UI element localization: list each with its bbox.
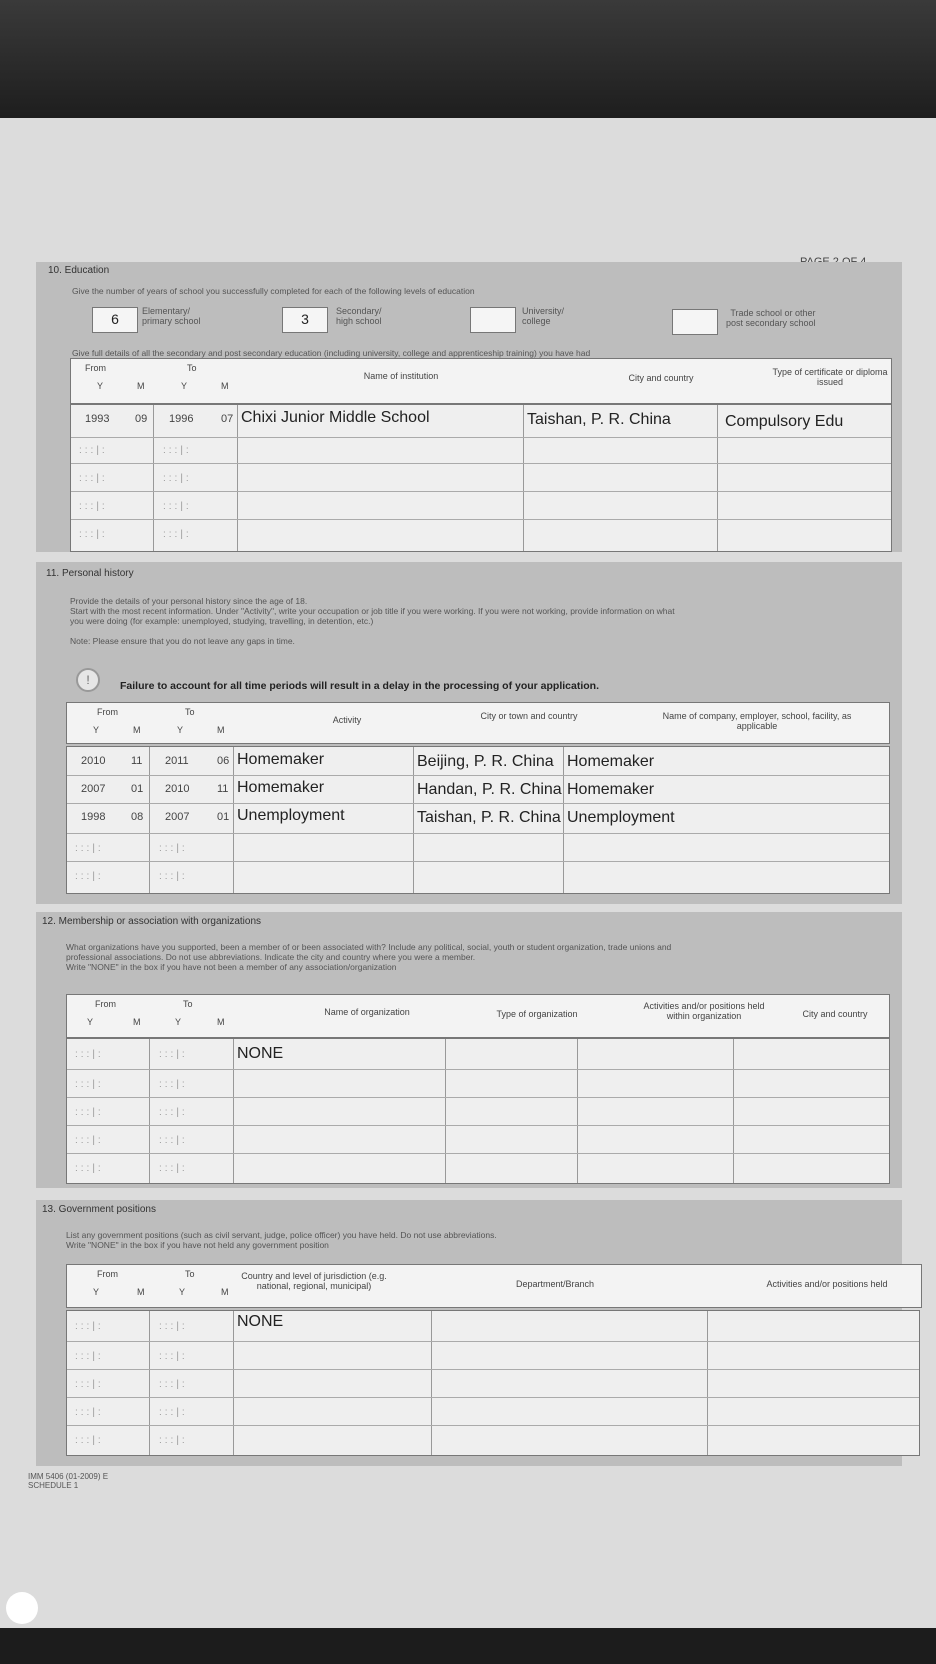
- note: Note: Please ensure that you do not leave any gaps in time.: [70, 636, 295, 646]
- personal-history-section: [36, 562, 902, 904]
- bottom-dark-band: [0, 1628, 936, 1664]
- section-title: 13. Government positions: [42, 1204, 156, 1215]
- years-box-elementary[interactable]: 6: [92, 307, 138, 333]
- section-title: 11. Personal history: [46, 568, 134, 579]
- instruction: you were doing (for example: unemployed, studying, travelling, in detention, etc.): [70, 616, 374, 626]
- warning-icon: !: [76, 668, 100, 692]
- instruction: Start with the most recent information. Under "Activity", write your occupation or job title if you were working. If you were not working, provide information on what: [70, 606, 675, 616]
- government-table: NONE :::|: :::|: :::|: :::|: :::|: :::|: :::|: :::|: :::|: :::|:: [66, 1310, 920, 1456]
- instruction: Provide the details of your personal history since the age of 18.: [70, 596, 308, 606]
- instruction: Give the number of years of school you successfully completed for each of the following levels of education: [72, 286, 475, 296]
- years-box-university[interactable]: [470, 307, 516, 333]
- box-label: Elementary/ primary school: [142, 306, 201, 326]
- history-table-header: From To Y M Y M Activity City or town and country Name of company, employer, school, facility, as applicable: [66, 702, 890, 744]
- years-box-secondary[interactable]: 3: [282, 307, 328, 333]
- education-table-header: From To Y M Y M Name of institution City and country Type of certificate or diploma issued: [70, 358, 892, 404]
- instruction: What organizations have you supported, been a member of or been associated with? Include any political, social, youth or student organization, trade unions and: [66, 942, 672, 952]
- government-table-header: From To Y M Y M Country and level of jurisdiction (e.g. national, regional, municipal) Department/Branch Activities and/or positions held: [66, 1264, 922, 1308]
- box-label: University/ college: [522, 306, 565, 326]
- warning-text: Failure to account for all time periods will result in a delay in the processing of your application.: [120, 680, 600, 692]
- white-circle-marker: [6, 1592, 38, 1624]
- years-box-trade[interactable]: [672, 309, 718, 335]
- membership-value: NONE: [237, 1045, 284, 1062]
- instruction: Write "NONE" in the box if you have not held any government position: [66, 1240, 329, 1250]
- membership-table-header: From To Y M Y M Name of organization Type of organization Activities and/or positions held within organization City and country: [66, 994, 890, 1038]
- government-value: NONE: [237, 1313, 284, 1330]
- box-label: Trade school or other post secondary school: [726, 308, 816, 328]
- section-title: 10. Education: [48, 265, 110, 276]
- top-dark-band: [0, 0, 936, 118]
- form-code: IMM 5406 (01-2009) E SCHEDULE 1: [28, 1472, 109, 1490]
- education-section: [36, 262, 902, 552]
- government-section: [36, 1200, 902, 1466]
- instruction: List any government positions (such as civil servant, judge, police officer) you have held. Do not use abbreviations.: [66, 1230, 497, 1240]
- education-table: 1993 09 1996 07 Chixi Junior Middle School Taishan, P. R. China Compulsory Edu :::|: :::|: :::|: :::|: :::|: :::|: :::|: :::|:: [70, 404, 892, 552]
- history-table: 2010 11 2011 06 Homemaker Beijing, P. R. China Homemaker 2007 01 2010 11 Homemaker Handan, P. R. China Homemaker 1998 08 2007 01 Unemployment Taishan, P. R. China Unemployment :::|: :::|: :::|: :::|:: [66, 746, 890, 894]
- instruction: professional associations. Do not use abbreviations. Indicate the city and country where you were a member.: [66, 952, 476, 962]
- section-title: 12. Membership or association with organizations: [42, 916, 261, 927]
- instruction: Give full details of all the secondary and post secondary education (including university, college and apprenticeship training) you have had: [72, 348, 591, 358]
- box-label: Secondary/ high school: [336, 306, 382, 326]
- membership-section: [36, 912, 902, 1188]
- instruction: Write "NONE" in the box if you have not been a member of any association/organization: [66, 962, 397, 972]
- membership-table: NONE :::|: :::|: :::|: :::|: :::|: :::|: :::|: :::|: :::|: :::|:: [66, 1038, 890, 1184]
